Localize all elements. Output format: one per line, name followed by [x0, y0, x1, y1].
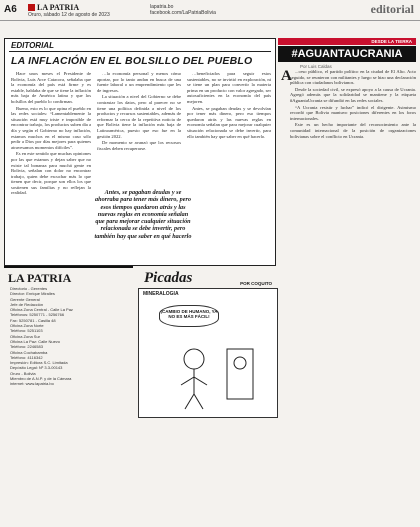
- imprint-lines: Directorio - Gerentes Director: Enrique Miralles Gerente General Jefe de Redacción Oficina Zona Central - Calle La Paz Teléfonos: 5250771 - 5256766 Fax: 5250781 - Casilla 48 Oficina Zona Norte Teléfono: 5251103 Oficina Zona Sur Oficina La Paz: Calle Nuevo Teléfono: 2246583 Oficina Cochabamba Teléfono: 4116342 Impresión: Editora S.C. Limitada Depósito Legal: Nº 3.3-00143 Oruro - Bolivia Miembro de A.N.P. y de la Cámara internet: www.lapatria.bo: [10, 286, 73, 387]
- column-byline: Por Luis Caldas: [300, 64, 332, 69]
- cartoon-author: POR COQUITO: [240, 281, 272, 286]
- pull-quote: Antes, se pagaban deudas y se ahorraba para tener más dinero, pero esos tiempos quedaron atrás y las nuevas reglas en economía señalan que para mejorar cualquier situación relacionada se debe invertir, pero también hay que saber en qué hacerlo: [94, 189, 192, 240]
- cartoon-tag: MINERALOGIA: [143, 291, 179, 297]
- editorial-col-3: …beneficiados para seguir estos sustentables, no se invirtió en exploración, ni se tiene un plan para convertir la materia prima en un producto con valor agregado, ser autosuficientes en la economía del país mejoren. Antes, se pagaban deudas y se devolvían por tener más dinero, pero eso tiempos quedaron atrás y las nuevas reglas en economía señalan que para mejorar cualquier situación relacionada se debe invertir, para ello también hay que saber en qué hacerlo.: [187, 71, 271, 139]
- editorial-col-2: …la economía personal y menos cómo aportar, por lo tanto andan en busca de una fuente laboral o un emprendimiento que les de ingresos. La situación a nivel del Gobierno se debe contrastar los datos, pero al parecer no se tiene una política definida a nivel de los productos y recursos sustentables, además de reformar la cerca de la repetitiva noticia de que Bolivia tiene la inflación más baja de Latinoamérica, puesto que eso fue en la gestión 2022. De momento se avanzó que los recursos fiscales deben recuperarse.: [97, 71, 181, 151]
- cartoon-title: Picadas: [144, 270, 193, 286]
- imprint-box: [4, 266, 133, 523]
- cartoon-drawing: [139, 289, 277, 417]
- editorial-col-1: Hace unos meses el Presidente de Bolivia, Luis Arce Catacora, señalaba que la economía del país está firme y es estable, hablaba de que se tiene la inflación más baja de América latina y que los bolsillos del pueblo lo confirman. Bueno, esto es lo que opina el pueblo en las redes sociales: “Lamentablemente la situación está muy triste e imposible de encontrar trabajo, los productos suben día a día y según el Gobierno no hay inflación, estamos muchos en el mismo caso sólo pedir a Dios por días mejores para quienes atravesamos momentos difíciles”. Es en este sentido que muchas opiniones por las que estamos y dejan saber que no existe tal bonanza para muchá gente en Bolivia, señalan con dolor no encontrar trabajo, quien debe escuchar más lo que tienen que decir, porque son ellos los que sostienen sus familias y no reflejan la realidad.: [11, 71, 91, 196]
- column-hashtag: #AGUANTAUCRANIA: [278, 46, 416, 62]
- drop-cap: A: [281, 68, 292, 84]
- imprint-logo: LA PATRIA: [8, 271, 72, 285]
- editorial-headline: LA INFLACIÓN EN EL BOLSILLO DEL PUEBLO: [11, 55, 253, 67]
- logo: LA PATRIA: [28, 3, 79, 12]
- column-label: DESDE LA TIERRA: [278, 38, 416, 45]
- section-title: editorial: [370, 2, 414, 16]
- editorial-tag: EDITORIAL: [11, 41, 54, 50]
- cartoon-frame: [138, 288, 278, 418]
- social-links[interactable]: lapatria.bo facebook.com/LaPatriaBolivia: [150, 4, 216, 16]
- date: Oruro, sábado 12 de agosto de 2023: [28, 12, 110, 18]
- speech-bubble: ¡CAMBIO DE HUMANO, YA NO ES MÁS FÁCIL!: [159, 305, 219, 327]
- editorial-box: [4, 38, 276, 266]
- cartoon-panel: [136, 266, 276, 521]
- column-text: ...ceso público, el partido político en la ciudad de El Alto. Acto seguido, se reunieron con militantes y luego se hizo una declaración pública con ciudadanos bolivianos. Desde la sociedad civil, se expresó apoyo a la causa de Ucrania. Agregó además que la solidaridad se mantiene y la etiqueta #AguantaUcrania se difundió en las redes sociales. “A Ucrania resistir y luchar” indicó el dirigente. Asimismo recordó que Bolivia mantuvo posiciones diferentes en los foros internacionales. Este es un hecho importante del reconocimiento ante la comunidad internacional de la posición de organizaciones bolivianas sobre el conflicto en Ucrania.: [290, 69, 416, 139]
- logo-icon: [28, 4, 35, 11]
- page-number: A6: [4, 4, 17, 15]
- masthead: [0, 0, 420, 21]
